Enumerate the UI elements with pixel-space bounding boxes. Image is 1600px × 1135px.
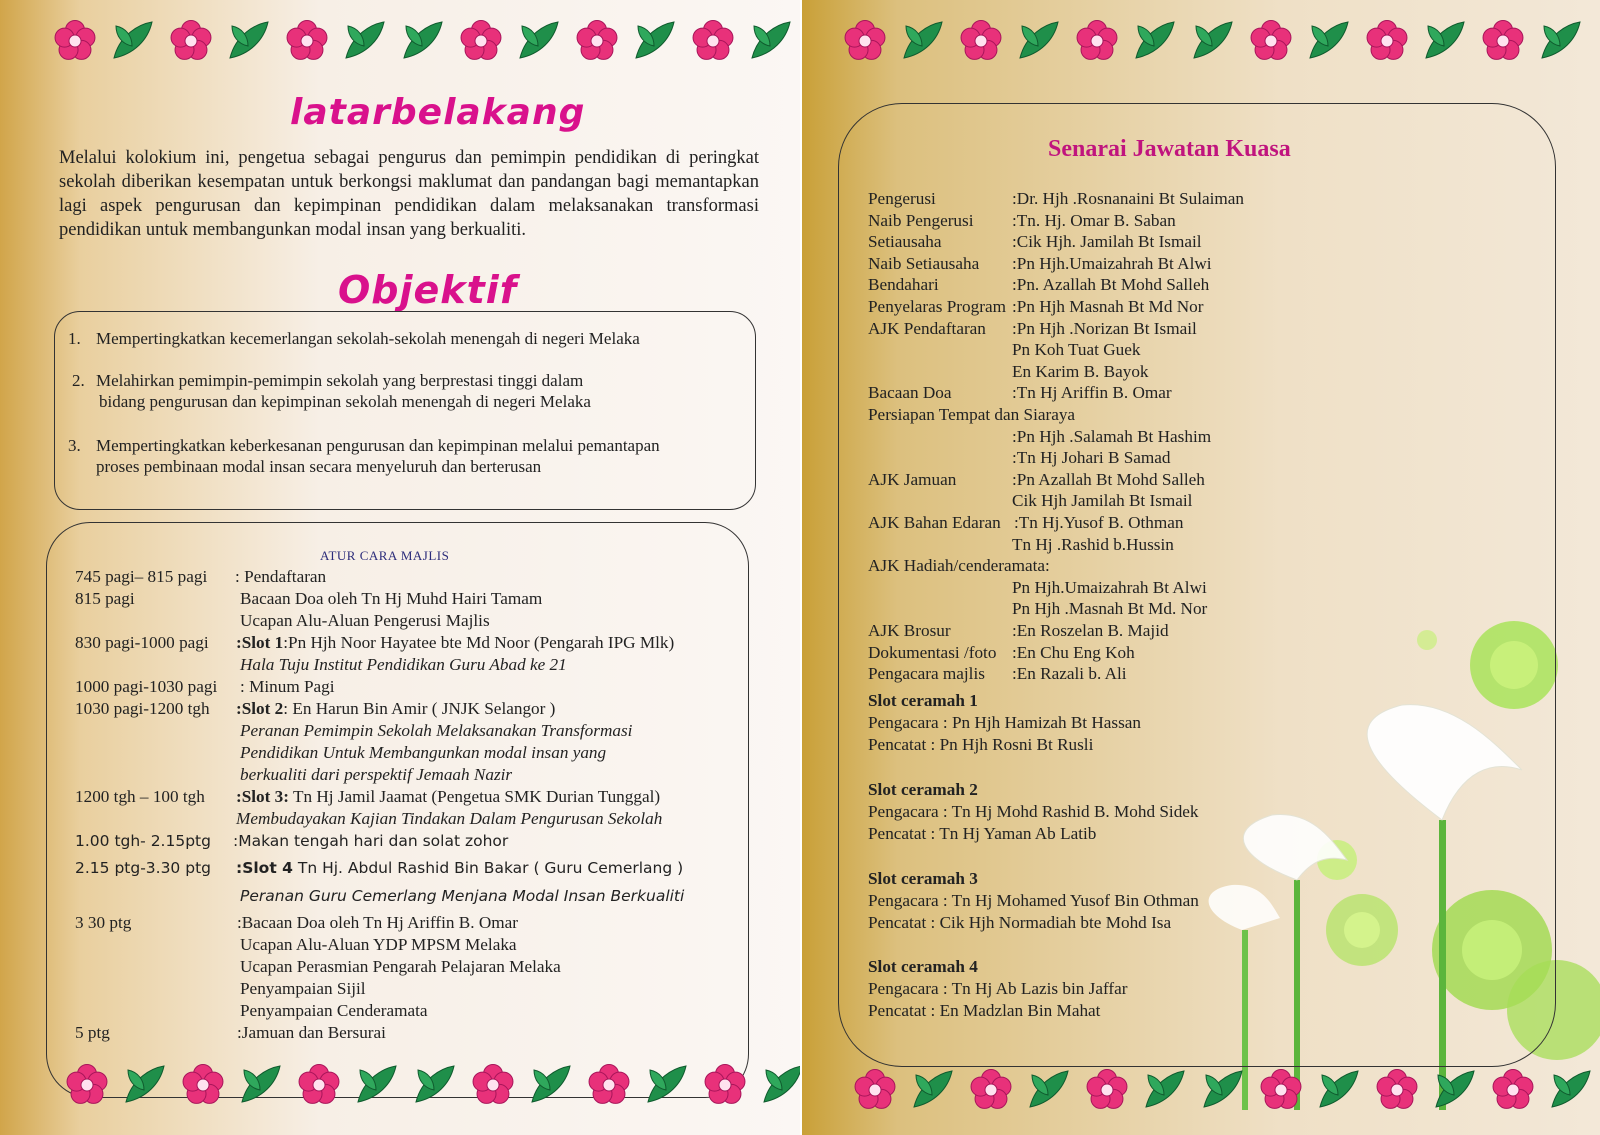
- agenda-time: 815 pagi: [75, 589, 135, 608]
- agenda-item: [240, 610, 490, 631]
- agenda-text: :Bacaan Doa oleh Tn Hj Ariffin B. Omar: [237, 913, 518, 932]
- committee-name: :Dr. Hjh .Rosnanaini Bt Sulaiman: [1012, 189, 1245, 208]
- right-page: [802, 0, 1600, 1135]
- committee-name: :Pn Hjh .Salamah Bt Hashim: [1012, 426, 1212, 446]
- committee-name: :Tn Hj Johari B Samad: [1012, 448, 1171, 468]
- leaf-icon: [1418, 14, 1472, 68]
- agenda-item: [240, 886, 684, 907]
- leaf-icon: [744, 14, 798, 68]
- committee-name: Pn Hjh.Umaizahrah Bt Alwi: [1012, 577, 1207, 597]
- agenda-slot-label: :Slot 3:: [236, 787, 289, 806]
- agenda-text: : Minum Pagi: [240, 677, 335, 696]
- leaf-icon: [396, 14, 450, 68]
- flower-icon: [848, 1063, 902, 1117]
- flower-icon: [48, 14, 102, 68]
- flower-icon: [686, 14, 740, 68]
- agenda-item: [240, 742, 606, 763]
- background-heading: latarbelakang: [290, 92, 586, 133]
- committee-role: Penyelaras Program: [868, 297, 1006, 316]
- agenda-time: 1.00 tgh- 2.15ptg: [75, 832, 211, 850]
- committee-name: Cik Hjh Jamilah Bt Ismail: [1012, 491, 1193, 511]
- objective-text: Mempertingkatkan kecemerlangan sekolah-sekolah menengah di negeri Melaka: [96, 329, 640, 348]
- agenda-item: [236, 632, 674, 653]
- agenda-item: [237, 1022, 386, 1043]
- committee-name: :En Chu Eng Koh: [1012, 642, 1135, 662]
- slot-title: Slot ceramah 4: [868, 957, 978, 976]
- leaf-icon: [512, 14, 566, 68]
- leaf-icon: [1128, 14, 1182, 68]
- agenda-time: 1030 pagi-1200 tgh: [75, 699, 210, 718]
- leaf-icon: [1302, 14, 1356, 68]
- agenda-item: [236, 808, 662, 829]
- objective-text: bidang pengurusan dan kepimpinan sekolah menengah di negeri Melaka: [99, 392, 591, 411]
- committee-role: Pengerusi: [868, 189, 936, 208]
- agenda-text: Hala Tuju Institut Pendidikan Guru Abad ke 21: [240, 655, 567, 674]
- committee-name: :Pn Hjh Masnah Bt Md Nor: [1012, 297, 1204, 316]
- slot-pengacara: Pengacara : Tn Hj Ab Lazis bin Jaffar: [868, 979, 1128, 998]
- agenda-item: [240, 1000, 428, 1021]
- agenda-text: :Pn Hjh Noor Hayatee bte Md Noor (Pengarah IPG Mlk): [283, 633, 675, 652]
- committee-role: AJK Hadiah/cenderamata:: [868, 556, 1050, 576]
- flower-icon: [164, 14, 218, 68]
- flower-icon: [954, 14, 1008, 68]
- agenda-text: : En Harun Bin Amir ( JNJK Selangor ): [283, 699, 556, 718]
- committee-role: Setiausaha: [868, 232, 942, 252]
- leaf-icon: [338, 14, 392, 68]
- flower-icon: [1486, 1063, 1540, 1117]
- committee-role: Naib Pengerusi: [868, 210, 974, 230]
- slot-pencatat: Pencatat : Tn Hj Yaman Ab Latib: [868, 824, 1097, 843]
- leaf-icon: [1428, 1063, 1482, 1117]
- agenda-item: [240, 588, 542, 609]
- objective-number: 3.: [68, 436, 81, 455]
- agenda-text: Ucapan Alu-Aluan YDP MPSM Melaka: [240, 935, 517, 954]
- slot-title: Slot ceramah 2: [868, 780, 978, 799]
- agenda-text: Ucapan Alu-Aluan Pengerusi Majlis: [240, 611, 490, 630]
- committee-name: :Pn Hjh.Umaizahrah Bt Alwi: [1012, 253, 1212, 273]
- agenda-text: Penyampaian Cenderamata: [240, 1001, 428, 1020]
- flower-icon: [454, 14, 508, 68]
- leaf-icon: [1022, 1063, 1076, 1117]
- agenda-item: [240, 934, 517, 955]
- agenda-slot-label: :Slot 2: [236, 699, 284, 718]
- leaf-icon: [1012, 14, 1066, 68]
- flower-border-bottom: [848, 1063, 1598, 1117]
- leaf-icon: [896, 14, 950, 68]
- agenda-text: : Pendaftaran: [235, 567, 327, 586]
- committee-role: AJK Jamuan: [868, 469, 957, 489]
- committee-role: Pengacara majlis: [868, 664, 985, 684]
- agenda-item: [236, 858, 683, 879]
- committee-name: :Tn Hj Ariffin B. Omar: [1012, 383, 1172, 403]
- flower-icon: [964, 1063, 1018, 1117]
- committee-name: :Pn Hjh .Norizan Bt Ismail: [1012, 318, 1197, 338]
- flower-icon: [280, 14, 334, 68]
- agenda-time: 5 ptg: [75, 1023, 110, 1042]
- committee-name: Tn Hj .Rashid b.Hussin: [1012, 534, 1174, 554]
- agenda-text: Ucapan Perasmian Pengarah Pelajaran Melaka: [240, 957, 561, 976]
- agenda-item: [240, 676, 335, 697]
- leaf-icon: [1138, 1063, 1192, 1117]
- agenda-time: 745 pagi– 815 pagi: [75, 567, 208, 586]
- flower-icon: [1476, 14, 1530, 68]
- leaf-icon: [106, 14, 160, 68]
- flower-icon: [698, 1058, 752, 1112]
- slot-pencatat: Pencatat : Cik Hjh Normadiah bte Mohd Isa: [868, 913, 1172, 932]
- agenda-item: [233, 831, 508, 852]
- agenda-text: Peranan Pemimpin Sekolah Melaksanakan Transformasi: [240, 721, 633, 740]
- agenda-time: 830 pagi-1000 pagi: [75, 633, 209, 652]
- leaf-icon: [628, 14, 682, 68]
- leaf-icon: [640, 1058, 694, 1112]
- leaf-icon: [350, 1058, 404, 1112]
- slot-pengacara: Pengacara : Pn Hjh Hamizah Bt Hassan: [868, 713, 1142, 732]
- agenda-text: :Makan tengah hari dan solat zohor: [233, 832, 509, 850]
- agenda-time: 3 30 ptg: [75, 913, 132, 932]
- committee-role: Dokumentasi /foto: [868, 642, 997, 662]
- agenda-title: ATUR CARA MAJLIS: [320, 548, 450, 563]
- agenda-time: 1000 pagi-1030 pagi: [75, 677, 218, 696]
- leaf-icon: [906, 1063, 960, 1117]
- committee-role: Naib Setiausaha: [868, 253, 980, 273]
- committee-name: En Karim B. Bayok: [1012, 361, 1149, 381]
- leaf-icon: [756, 1058, 800, 1112]
- committee-name: :Pn Azallah Bt Mohd Salleh: [1012, 469, 1205, 489]
- leaf-icon: [408, 1058, 462, 1112]
- agenda-text: Tn Hj. Abdul Rashid Bin Bakar ( Guru Cemerlang ): [292, 859, 684, 877]
- flower-icon: [1360, 14, 1414, 68]
- flower-icon: [1244, 14, 1298, 68]
- agenda-item: [235, 566, 326, 587]
- agenda-text: Penyampaian Sijil: [240, 979, 366, 998]
- flower-icon: [570, 14, 624, 68]
- agenda-item: [240, 654, 567, 675]
- committee-role: AJK Brosur: [868, 621, 951, 640]
- leaf-icon: [234, 1058, 288, 1112]
- flower-border-top: [838, 14, 1588, 68]
- objective-text: Mempertingkatkan keberkesanan pengurusan dan kepimpinan melalui pemantapan: [96, 436, 660, 455]
- committee-name: Pn Hjh .Masnah Bt Md. Nor: [1012, 599, 1208, 619]
- flower-icon: [838, 14, 892, 68]
- committee-role: Bendahari: [868, 275, 939, 295]
- flower-border-top: [48, 14, 798, 68]
- objective-number: 1.: [68, 329, 81, 348]
- leaf-icon: [222, 14, 276, 68]
- flower-border-bottom: [60, 1058, 800, 1112]
- background-paragraph: Melalui kolokium ini, pengetua sebagai pengurus dan pemimpin pendidikan di peringkat sekolah diberikan kesempatan untuk berkongsi maklumat dan pandangan bagi memantapkan lagi aspek pengurusan dan kepimpinan pendidikan dalam melaksanakan transformasi pendidikan untuk membangunkan modal insan yang berkualiti.: [59, 148, 759, 240]
- objective-text: Melahirkan pemimpin-pemimpin sekolah yang berprestasi tinggi dalam: [96, 371, 584, 390]
- agenda-item: [240, 720, 632, 741]
- agenda-item: [237, 912, 518, 933]
- slot-title: Slot ceramah 1: [868, 691, 978, 710]
- agenda-time: 2.15 ptg-3.30 ptg: [75, 859, 211, 877]
- agenda-item: [236, 786, 660, 807]
- slot-pencatat: Pencatat : Pn Hjh Rosni Bt Rusli: [868, 735, 1094, 754]
- agenda-text: Pendidikan Untuk Membangunkan modal insan yang: [240, 743, 607, 762]
- committee-role: AJK Bahan Edaran: [868, 513, 1001, 532]
- agenda-text: Peranan Guru Cemerlang Menjana Modal Insan Berkualiti: [240, 887, 685, 905]
- agenda-text: :Jamuan dan Bersurai: [237, 1023, 386, 1042]
- flower-icon: [292, 1058, 346, 1112]
- agenda-text: berkualiti dari perspektif Jemaah Nazir: [240, 765, 513, 784]
- slot-pencatat: Pencatat : En Madzlan Bin Mahat: [868, 1001, 1101, 1020]
- slot-title: Slot ceramah 3: [868, 869, 978, 888]
- committee-role: AJK Pendaftaran: [868, 318, 986, 338]
- agenda-time: 1200 tgh – 100 tgh: [75, 787, 205, 806]
- committee-name: :Tn Hj.Yusof B. Othman: [1014, 513, 1184, 532]
- flower-icon: [176, 1058, 230, 1112]
- agenda-item: [240, 978, 366, 999]
- objective-text: proses pembinaan modal insan secara menyeluruh dan berterusan: [96, 457, 542, 476]
- leaf-icon: [524, 1058, 578, 1112]
- flower-icon: [466, 1058, 520, 1112]
- agenda-slot-label: :Slot 1: [236, 633, 284, 652]
- agenda-slot-label: :Slot 4: [236, 859, 293, 877]
- agenda-text: Bacaan Doa oleh Tn Hj Muhd Hairi Tamam: [240, 589, 543, 608]
- flower-icon: [1370, 1063, 1424, 1117]
- flower-icon: [1080, 1063, 1134, 1117]
- committee-name: :Cik Hjh. Jamilah Bt Ismail: [1012, 232, 1202, 252]
- committee-role: Bacaan Doa: [868, 383, 952, 403]
- leaf-icon: [1534, 14, 1588, 68]
- objective-number: 2.: [72, 371, 85, 390]
- objective-heading: Objektif: [338, 268, 518, 312]
- leaf-icon: [118, 1058, 172, 1112]
- committee-name: Pn Koh Tuat Guek: [1012, 340, 1141, 360]
- committee-role: Persiapan Tempat dan Siaraya: [868, 405, 1076, 424]
- leaf-icon: [1544, 1063, 1598, 1117]
- committee-name: :Tn. Hj. Omar B. Saban: [1012, 210, 1176, 230]
- committee-name: :En Razali b. Ali: [1012, 664, 1127, 684]
- leaf-icon: [1196, 1063, 1250, 1117]
- flower-icon: [60, 1058, 114, 1112]
- slot-pengacara: Pengacara : Tn Hj Mohamed Yusof Bin Othman: [868, 891, 1199, 910]
- committee-name: :En Roszelan B. Majid: [1012, 621, 1169, 640]
- committee-name: :Pn. Azallah Bt Mohd Salleh: [1012, 275, 1210, 295]
- agenda-text: Tn Hj Jamil Jaamat (Pengetua SMK Durian Tunggal): [289, 787, 661, 806]
- agenda-item: [236, 698, 555, 719]
- agenda-item: [240, 956, 561, 977]
- flower-icon: [1070, 14, 1124, 68]
- committee-title: Senarai Jawatan Kuasa: [1048, 136, 1291, 162]
- flower-icon: [582, 1058, 636, 1112]
- leaf-icon: [1186, 14, 1240, 68]
- agenda-text: Membudayakan Kajian Tindakan Dalam Pengurusan Sekolah: [236, 809, 663, 828]
- slot-pengacara: Pengacara : Tn Hj Mohd Rashid B. Mohd Sidek: [868, 802, 1199, 821]
- flower-icon: [1254, 1063, 1308, 1117]
- leaf-icon: [1312, 1063, 1366, 1117]
- agenda-item: [240, 764, 512, 785]
